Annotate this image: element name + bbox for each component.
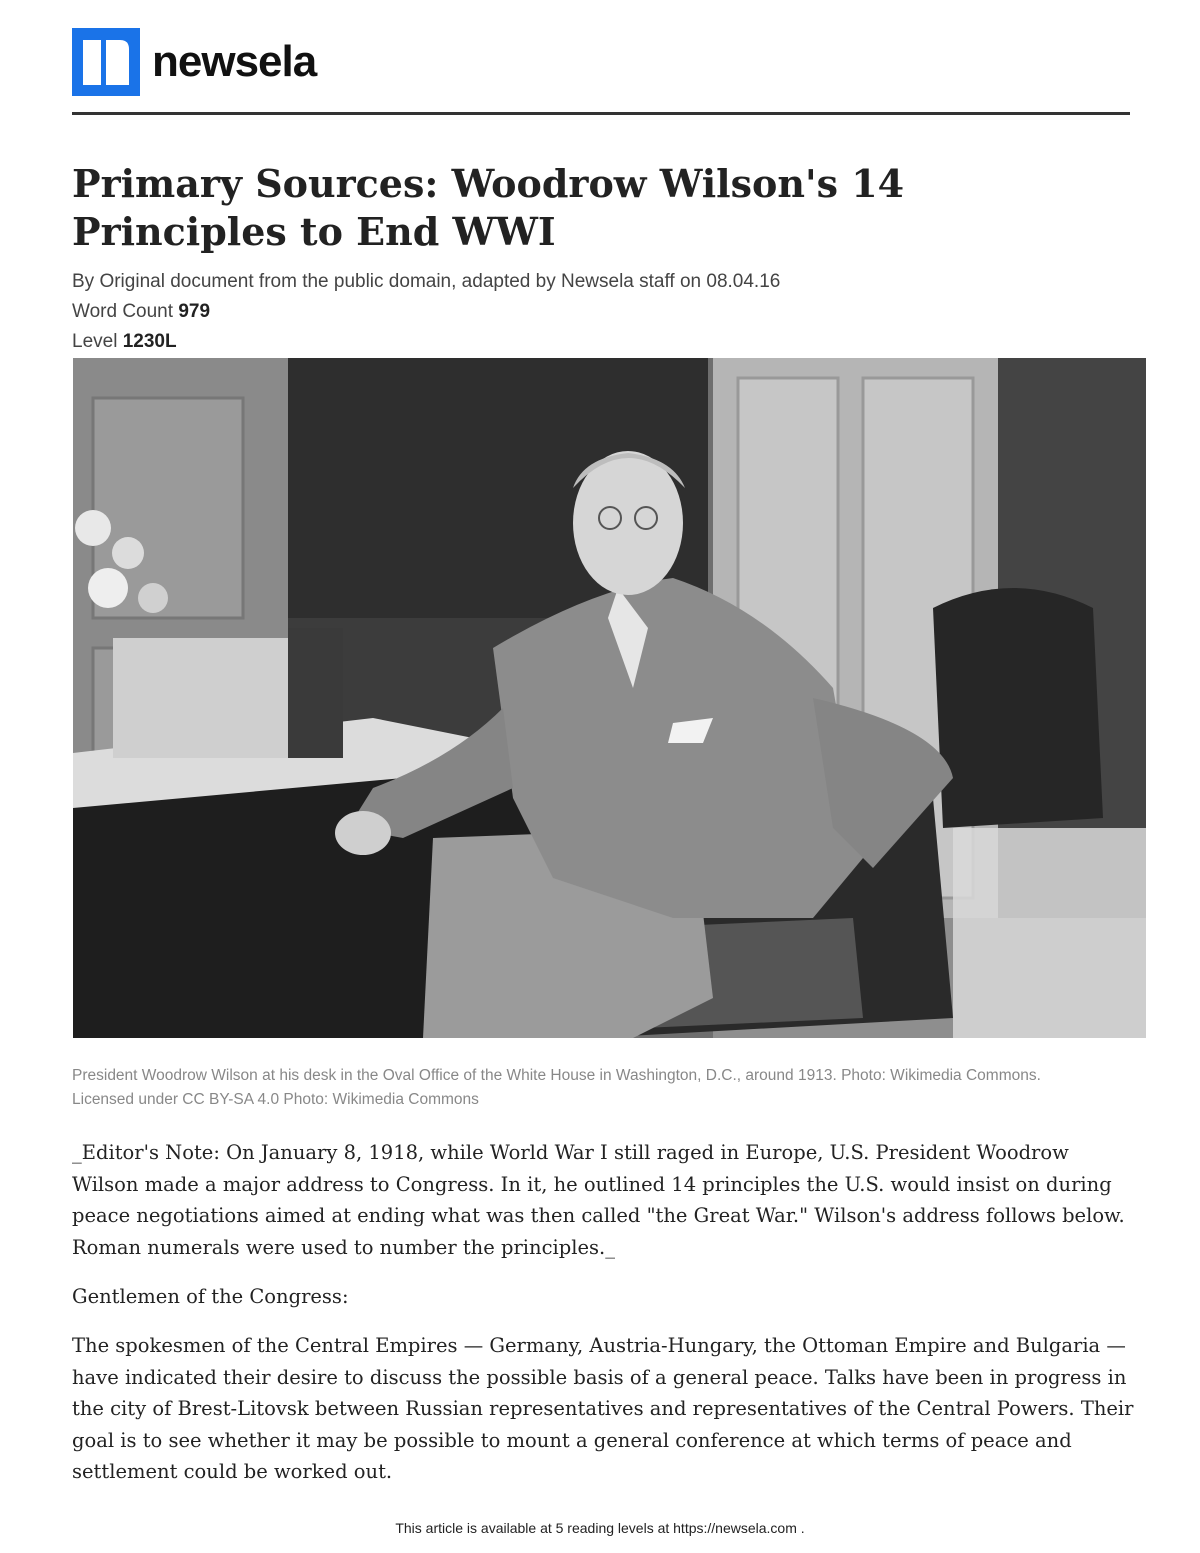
reading-level [72, 331, 177, 353]
wilson-desk-photo [73, 358, 1146, 1038]
word-count [72, 301, 210, 323]
word-count-value: 979 [178, 301, 211, 322]
body-paragraph: The spokesmen of the Central Empires — Germany, Austria-Hungary, the Ottoman Empire and Bulgaria — have indicated their desire to discuss the possible basis of a general peace. Talks have been in progress in the city of Brest-Litovsk between Russian representatives and representatives of the Central Powers. Their goal is to see whether it may be possible to mount a general conference at which terms of peace and settlement could be worked out. [72, 1334, 1134, 1483]
photo-illustration [73, 358, 1146, 1038]
editors-note: _Editor's Note: On January 8, 1918, while World War I still raged in Europe, U.S. President Woodrow Wilson made a major address to Congress. In it, he outlined 14 principles the U.S. would insist on during peace negotiations aimed at ending what was then called "the Great War." Wilson's address follows below. Roman numerals were used to number the principles._ [72, 1141, 1125, 1259]
article-byline: By Original document from the public domain, adapted by Newsela staff on 08.04.16 [72, 271, 781, 292]
newsela-wordmark: newsela [152, 37, 317, 86]
article-title: Primary Sources: Woodrow Wilson's 14 Principles to End WWI [72, 161, 905, 254]
newsela-logo-icon [72, 28, 140, 96]
header-divider [72, 112, 1130, 115]
reading-level-label: Level [72, 331, 118, 352]
photo-caption: President Woodrow Wilson at his desk in the Oval Office of the White House in Washington, D.C., around 1913. Photo: Wikimedia Commons. Licensed under CC BY-SA 4.0 Photo: Wikimedia Commons [72, 1067, 1041, 1108]
salutation: Gentlemen of the Congress: [72, 1285, 349, 1308]
reading-level-value: 1230L [122, 331, 177, 352]
word-count-label: Word Count [72, 301, 174, 322]
page-footer: This article is available at 5 reading levels at https://newsela.com . [395, 1520, 805, 1536]
newsela-logo[interactable] [72, 28, 316, 96]
